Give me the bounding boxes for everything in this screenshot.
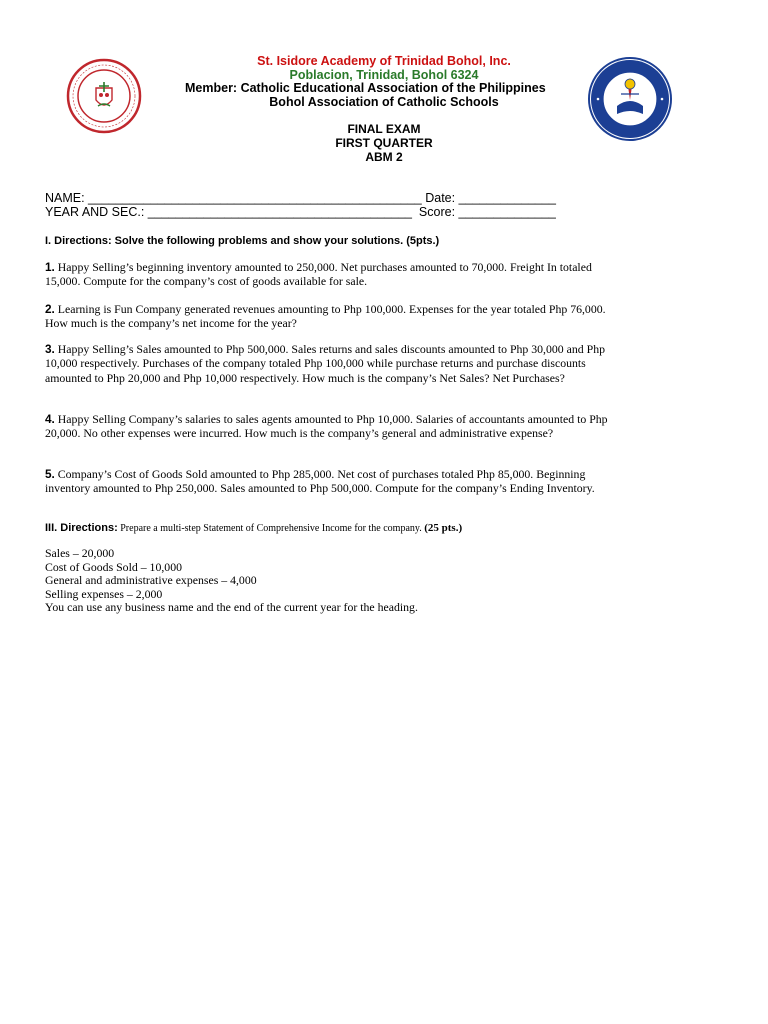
part3-label: III. Directions: — [45, 522, 118, 534]
name-date-field-row[interactable]: NAME: ________________________________________________ Date: ______________ — [45, 191, 556, 205]
question-text: Company’s Cost of Goods Sold amounted to Php 285,000. Net cost of purchases totaled Php 85,000. Beginning inventory amounted to Php 250,000. Sales amounted to Php 500,000. Compute for the company’s Ending Inventory. — [45, 467, 595, 496]
exam-title: FINAL EXAM — [347, 122, 421, 136]
part1-directions: I. Directions: Solve the following problems and show your solutions. (5pts.) — [45, 235, 440, 247]
association-line: Bohol Association of Catholic Schools — [269, 95, 499, 109]
part3-text: Prepare a multi-step Statement of Comprehensive Income for the company. — [117, 523, 425, 534]
question-text: Happy Selling Company’s salaries to sales agents amounted to Php 10,000. Salaries of accountants amounted to Php 20,000. No other expenses were incurred. How much is the company’s general and administrative expense? — [45, 412, 608, 441]
part3-points: (25 pts.) — [424, 522, 463, 534]
question-2 — [45, 302, 625, 331]
given-item: Cost of Goods Sold – 10,000 — [45, 559, 182, 574]
question-number: 2. — [45, 302, 55, 316]
question-number: 3. — [45, 342, 55, 356]
school-address: Poblacion, Trinidad, Bohol 6324 — [289, 68, 479, 82]
part3-directions — [45, 522, 462, 534]
membership-line: Member: Catholic Educational Association of the Philippines — [185, 81, 546, 95]
question-text: Happy Selling’s Sales amounted to Php 500,000. Sales returns and sales discounts amounted to Php 30,000 and Php 10,000 respectively. Purchases of the company totaled Php 100,000 while purchase returns and purchase discounts amounted to Php 20,000 and Php 10,000 respectively. How much is the company’s Net Sales? Net Purchases? — [45, 342, 605, 385]
question-number: 4. — [45, 412, 55, 426]
question-number: 1. — [45, 260, 55, 274]
exam-subject: ABM 2 — [365, 150, 403, 164]
question-text: Happy Selling’s beginning inventory amounted to 250,000. Net purchases amounted to 70,000. Freight In totaled 15,000. Compute for the company’s cost of goods available for sale. — [45, 260, 592, 289]
heading-instruction: You can use any business name and the end of the current year for the heading. — [45, 600, 418, 615]
given-item: General and administrative expenses – 4,000 — [45, 573, 257, 588]
school-name: St. Isidore Academy of Trinidad Bohol, Inc. — [257, 54, 511, 68]
given-item: Selling expenses – 2,000 — [45, 586, 163, 601]
exam-quarter: FIRST QUARTER — [335, 136, 433, 150]
question-text: Learning is Fun Company generated revenues amounting to Php 100,000. Expenses for the year totaled Php 76,000. How much is the company’s net income for the year? — [45, 302, 606, 331]
question-3 — [45, 342, 625, 385]
question-5 — [45, 467, 625, 496]
question-4 — [45, 412, 625, 441]
question-1 — [45, 260, 625, 289]
question-number: 5. — [45, 467, 55, 481]
given-item: Sales – 20,000 — [45, 546, 115, 560]
year-score-field-row[interactable]: YEAR AND SEC.: ______________________________________ Score: ______________ — [45, 205, 556, 219]
given-data-list — [45, 547, 418, 615]
